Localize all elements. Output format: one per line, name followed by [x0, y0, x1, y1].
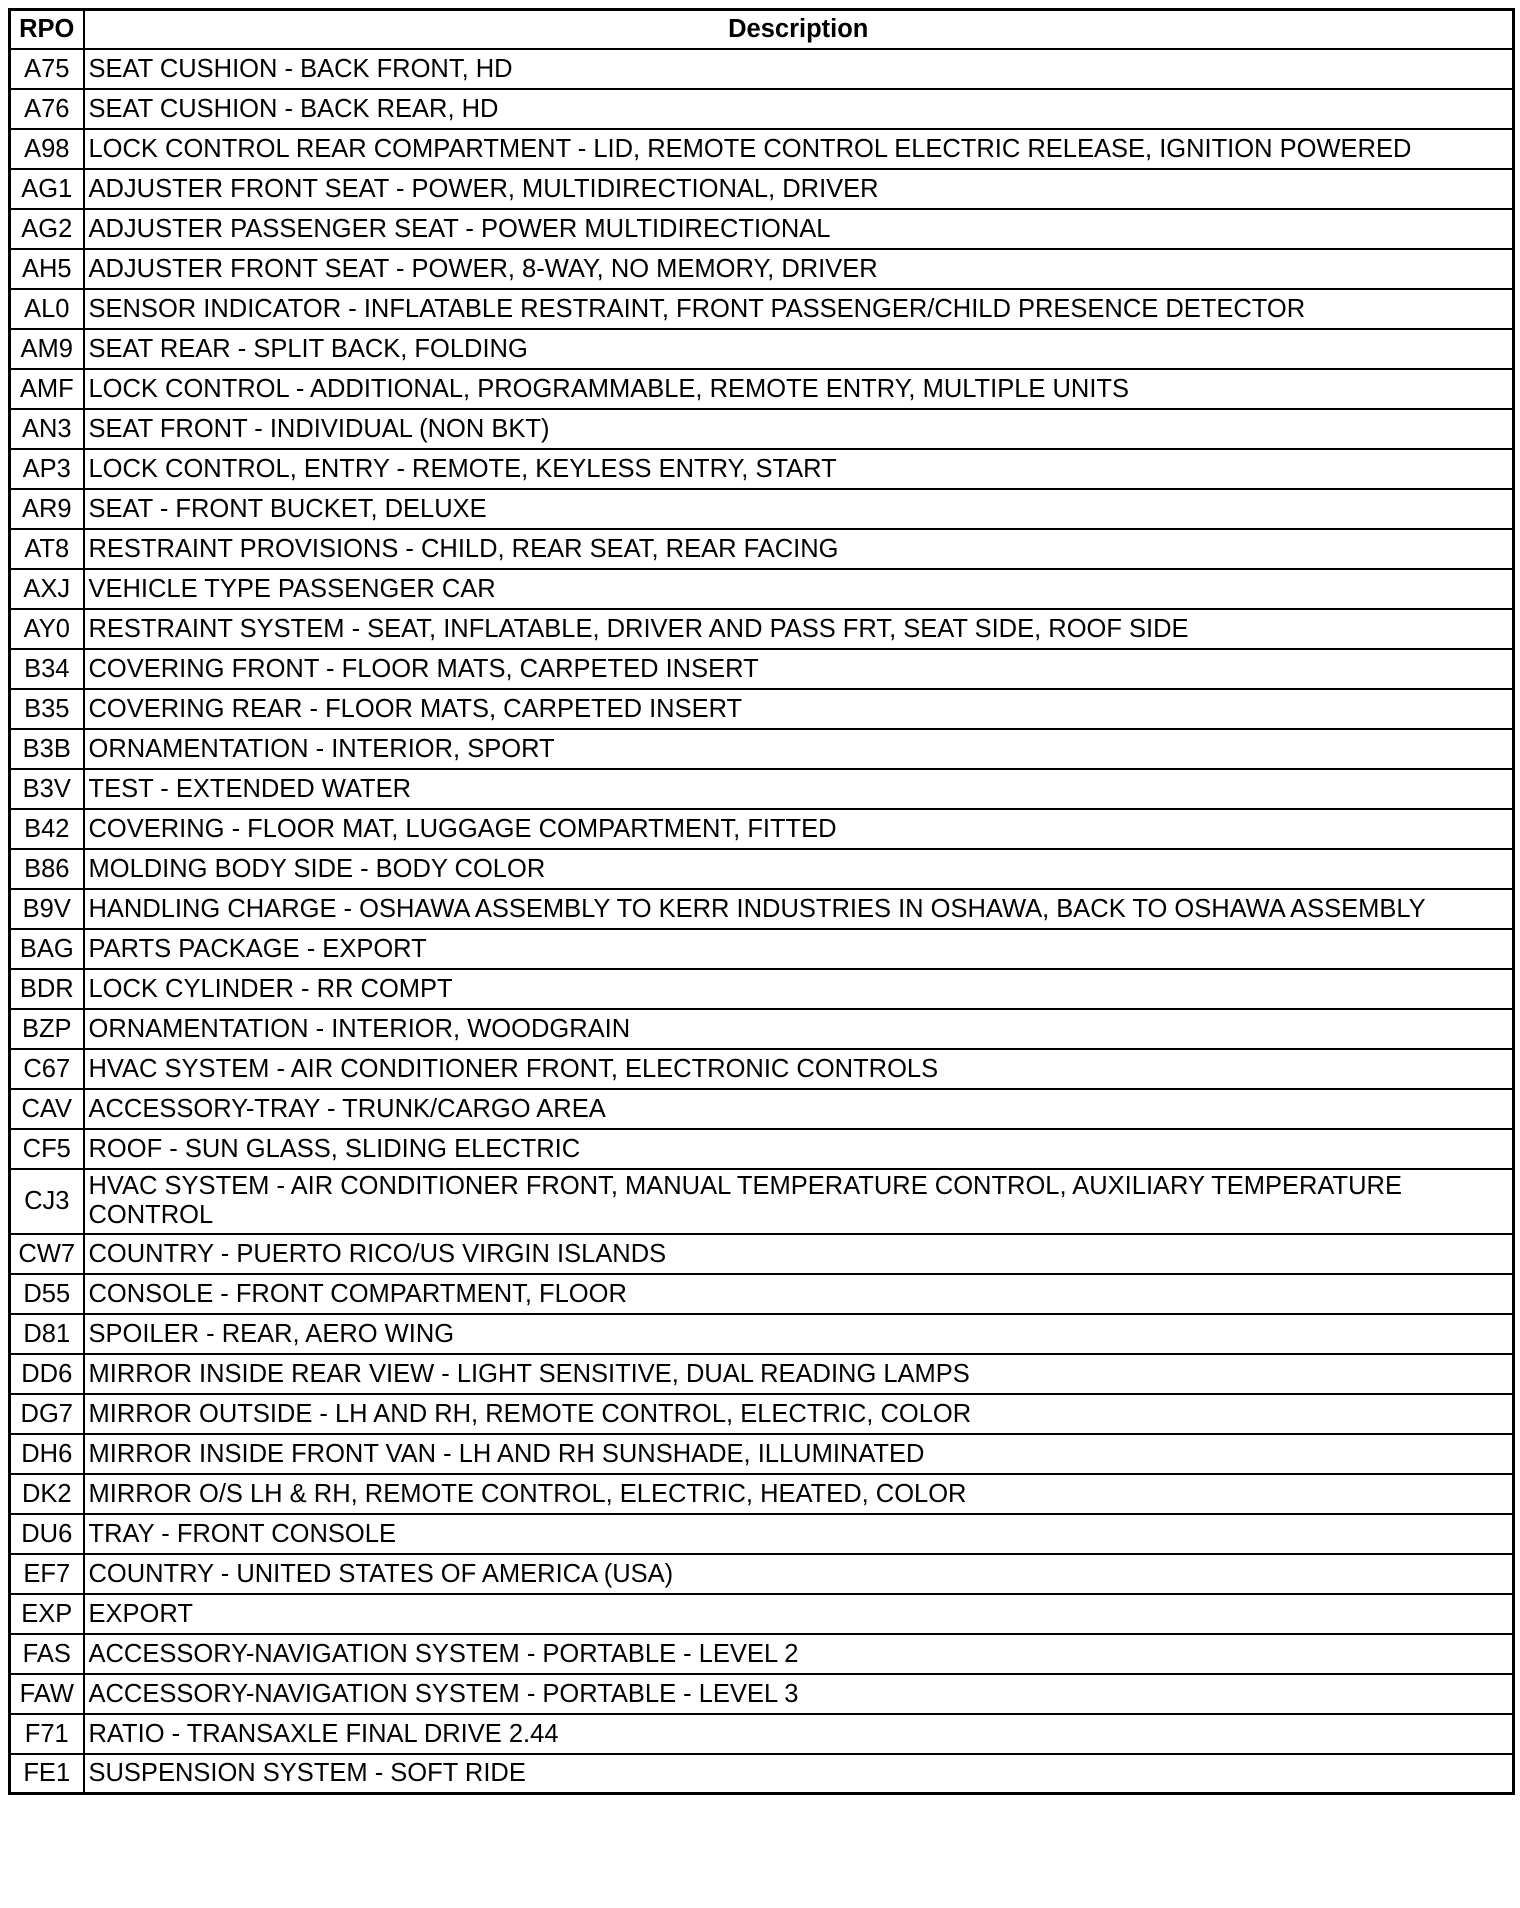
- table-row: [10, 1754, 1514, 1794]
- table-row: [10, 129, 1514, 169]
- rpo-code-cell: B42: [10, 809, 84, 849]
- rpo-code-cell: EXP: [10, 1594, 84, 1634]
- table-body: [10, 49, 1514, 1794]
- rpo-code-cell: AXJ: [10, 569, 84, 609]
- rpo-code-cell: B3V: [10, 769, 84, 809]
- rpo-code-cell: BAG: [10, 929, 84, 969]
- table-row: [10, 209, 1514, 249]
- table-row: [10, 329, 1514, 369]
- rpo-code-cell: AMF: [10, 369, 84, 409]
- description-cell: TRAY - FRONT CONSOLE: [84, 1514, 1514, 1554]
- description-cell: ACCESSORY-TRAY - TRUNK/CARGO AREA: [84, 1089, 1514, 1129]
- header-row: [10, 10, 1514, 49]
- table-row: [10, 449, 1514, 489]
- rpo-code-cell: FE1: [10, 1754, 84, 1794]
- description-cell: MIRROR INSIDE FRONT VAN - LH AND RH SUNSHADE, ILLUMINATED: [84, 1434, 1514, 1474]
- description-cell: HVAC SYSTEM - AIR CONDITIONER FRONT, MANUAL TEMPERATURE CONTROL, AUXILIARY TEMPERATURE CONTROL: [84, 1169, 1514, 1234]
- description-cell: HVAC SYSTEM - AIR CONDITIONER FRONT, ELECTRONIC CONTROLS: [84, 1049, 1514, 1089]
- description-cell: SENSOR INDICATOR - INFLATABLE RESTRAINT, FRONT PASSENGER/CHILD PRESENCE DETECTOR: [84, 289, 1514, 329]
- table-row: [10, 649, 1514, 689]
- description-cell: RESTRAINT SYSTEM - SEAT, INFLATABLE, DRIVER AND PASS FRT, SEAT SIDE, ROOF SIDE: [84, 609, 1514, 649]
- rpo-code-cell: CAV: [10, 1089, 84, 1129]
- description-cell: ADJUSTER FRONT SEAT - POWER, MULTIDIRECTIONAL, DRIVER: [84, 169, 1514, 209]
- rpo-code-cell: F71: [10, 1714, 84, 1754]
- description-cell: CONSOLE - FRONT COMPARTMENT, FLOOR: [84, 1274, 1514, 1314]
- rpo-table: [8, 8, 1515, 1795]
- description-cell: LOCK CONTROL REAR COMPARTMENT - LID, REMOTE CONTROL ELECTRIC RELEASE, IGNITION POWERED: [84, 129, 1514, 169]
- description-cell: TEST - EXTENDED WATER: [84, 769, 1514, 809]
- rpo-code-cell: AG1: [10, 169, 84, 209]
- rpo-code-cell: B35: [10, 689, 84, 729]
- header-rpo: RPO: [10, 10, 84, 49]
- rpo-code-cell: FAW: [10, 1674, 84, 1714]
- description-cell: SUSPENSION SYSTEM - SOFT RIDE: [84, 1754, 1514, 1794]
- description-cell: ORNAMENTATION - INTERIOR, WOODGRAIN: [84, 1009, 1514, 1049]
- rpo-code-cell: DD6: [10, 1354, 84, 1394]
- table-row: [10, 1634, 1514, 1674]
- rpo-code-cell: DH6: [10, 1434, 84, 1474]
- table-row: [10, 1554, 1514, 1594]
- table-row: [10, 249, 1514, 289]
- description-cell: COUNTRY - PUERTO RICO/US VIRGIN ISLANDS: [84, 1234, 1514, 1274]
- description-cell: VEHICLE TYPE PASSENGER CAR: [84, 569, 1514, 609]
- header-description: Description: [84, 10, 1514, 49]
- table-row: [10, 729, 1514, 769]
- rpo-code-cell: AG2: [10, 209, 84, 249]
- table-row: [10, 1474, 1514, 1514]
- rpo-code-cell: AY0: [10, 609, 84, 649]
- table-row: [10, 89, 1514, 129]
- rpo-code-cell: DG7: [10, 1394, 84, 1434]
- description-cell: LOCK CONTROL - ADDITIONAL, PROGRAMMABLE, REMOTE ENTRY, MULTIPLE UNITS: [84, 369, 1514, 409]
- rpo-code-cell: AM9: [10, 329, 84, 369]
- rpo-code-cell: D55: [10, 1274, 84, 1314]
- description-cell: ROOF - SUN GLASS, SLIDING ELECTRIC: [84, 1129, 1514, 1169]
- table-row: [10, 689, 1514, 729]
- rpo-code-cell: BZP: [10, 1009, 84, 1049]
- rpo-code-cell: CJ3: [10, 1169, 84, 1234]
- description-cell: LOCK CYLINDER - RR COMPT: [84, 969, 1514, 1009]
- table-row: [10, 929, 1514, 969]
- description-cell: PARTS PACKAGE - EXPORT: [84, 929, 1514, 969]
- table-row: [10, 809, 1514, 849]
- description-cell: COUNTRY - UNITED STATES OF AMERICA (USA): [84, 1554, 1514, 1594]
- description-cell: EXPORT: [84, 1594, 1514, 1634]
- rpo-code-cell: B86: [10, 849, 84, 889]
- table-row: [10, 49, 1514, 89]
- table-row: [10, 1594, 1514, 1634]
- description-cell: ADJUSTER FRONT SEAT - POWER, 8-WAY, NO MEMORY, DRIVER: [84, 249, 1514, 289]
- table-row: [10, 969, 1514, 1009]
- rpo-code-cell: A98: [10, 129, 84, 169]
- rpo-code-cell: AT8: [10, 529, 84, 569]
- table-row: [10, 1049, 1514, 1089]
- rpo-code-cell: DU6: [10, 1514, 84, 1554]
- table-row: [10, 529, 1514, 569]
- table-row: [10, 569, 1514, 609]
- rpo-code-cell: A76: [10, 89, 84, 129]
- rpo-code-cell: EF7: [10, 1554, 84, 1594]
- description-cell: MIRROR OUTSIDE - LH AND RH, REMOTE CONTROL, ELECTRIC, COLOR: [84, 1394, 1514, 1434]
- table-row: [10, 1714, 1514, 1754]
- table-row: [10, 1129, 1514, 1169]
- description-cell: SEAT REAR - SPLIT BACK, FOLDING: [84, 329, 1514, 369]
- rpo-code-cell: CF5: [10, 1129, 84, 1169]
- description-cell: RATIO - TRANSAXLE FINAL DRIVE 2.44: [84, 1714, 1514, 1754]
- table-row: [10, 849, 1514, 889]
- rpo-code-cell: B34: [10, 649, 84, 689]
- rpo-code-cell: AR9: [10, 489, 84, 529]
- rpo-code-cell: B9V: [10, 889, 84, 929]
- rpo-code-cell: B3B: [10, 729, 84, 769]
- table-row: [10, 1514, 1514, 1554]
- table-row: [10, 1354, 1514, 1394]
- description-cell: COVERING REAR - FLOOR MATS, CARPETED INSERT: [84, 689, 1514, 729]
- rpo-code-cell: AL0: [10, 289, 84, 329]
- table-row: [10, 1434, 1514, 1474]
- description-cell: MIRROR INSIDE REAR VIEW - LIGHT SENSITIVE, DUAL READING LAMPS: [84, 1354, 1514, 1394]
- table-row: [10, 1314, 1514, 1354]
- table-row: [10, 889, 1514, 929]
- table-row: [10, 1009, 1514, 1049]
- description-cell: ACCESSORY-NAVIGATION SYSTEM - PORTABLE - LEVEL 2: [84, 1634, 1514, 1674]
- description-cell: SEAT CUSHION - BACK REAR, HD: [84, 89, 1514, 129]
- rpo-code-cell: A75: [10, 49, 84, 89]
- description-cell: RESTRAINT PROVISIONS - CHILD, REAR SEAT, REAR FACING: [84, 529, 1514, 569]
- rpo-code-cell: D81: [10, 1314, 84, 1354]
- rpo-code-cell: CW7: [10, 1234, 84, 1274]
- table-row: [10, 1089, 1514, 1129]
- table-row: [10, 1169, 1514, 1234]
- description-cell: MIRROR O/S LH & RH, REMOTE CONTROL, ELECTRIC, HEATED, COLOR: [84, 1474, 1514, 1514]
- table-row: [10, 289, 1514, 329]
- table-row: [10, 769, 1514, 809]
- rpo-code-cell: BDR: [10, 969, 84, 1009]
- table-row: [10, 169, 1514, 209]
- table-row: [10, 609, 1514, 649]
- table-row: [10, 1274, 1514, 1314]
- table-row: [10, 1394, 1514, 1434]
- table-row: [10, 1674, 1514, 1714]
- description-cell: COVERING - FLOOR MAT, LUGGAGE COMPARTMENT, FITTED: [84, 809, 1514, 849]
- description-cell: HANDLING CHARGE - OSHAWA ASSEMBLY TO KERR INDUSTRIES IN OSHAWA, BACK TO OSHAWA ASSEMBLY: [84, 889, 1514, 929]
- description-cell: ADJUSTER PASSENGER SEAT - POWER MULTIDIRECTIONAL: [84, 209, 1514, 249]
- rpo-code-cell: AH5: [10, 249, 84, 289]
- description-cell: ACCESSORY-NAVIGATION SYSTEM - PORTABLE - LEVEL 3: [84, 1674, 1514, 1714]
- rpo-code-cell: C67: [10, 1049, 84, 1089]
- table-header: [10, 10, 1514, 49]
- description-cell: SPOILER - REAR, AERO WING: [84, 1314, 1514, 1354]
- description-cell: MOLDING BODY SIDE - BODY COLOR: [84, 849, 1514, 889]
- table-row: [10, 409, 1514, 449]
- rpo-code-cell: AN3: [10, 409, 84, 449]
- description-cell: SEAT - FRONT BUCKET, DELUXE: [84, 489, 1514, 529]
- description-cell: ORNAMENTATION - INTERIOR, SPORT: [84, 729, 1514, 769]
- description-cell: SEAT FRONT - INDIVIDUAL (NON BKT): [84, 409, 1514, 449]
- rpo-code-cell: AP3: [10, 449, 84, 489]
- description-cell: LOCK CONTROL, ENTRY - REMOTE, KEYLESS ENTRY, START: [84, 449, 1514, 489]
- description-cell: SEAT CUSHION - BACK FRONT, HD: [84, 49, 1514, 89]
- table-row: [10, 489, 1514, 529]
- rpo-code-cell: FAS: [10, 1634, 84, 1674]
- rpo-code-cell: DK2: [10, 1474, 84, 1514]
- table-row: [10, 1234, 1514, 1274]
- table-row: [10, 369, 1514, 409]
- rpo-table-container: [8, 8, 1512, 1795]
- description-cell: COVERING FRONT - FLOOR MATS, CARPETED INSERT: [84, 649, 1514, 689]
